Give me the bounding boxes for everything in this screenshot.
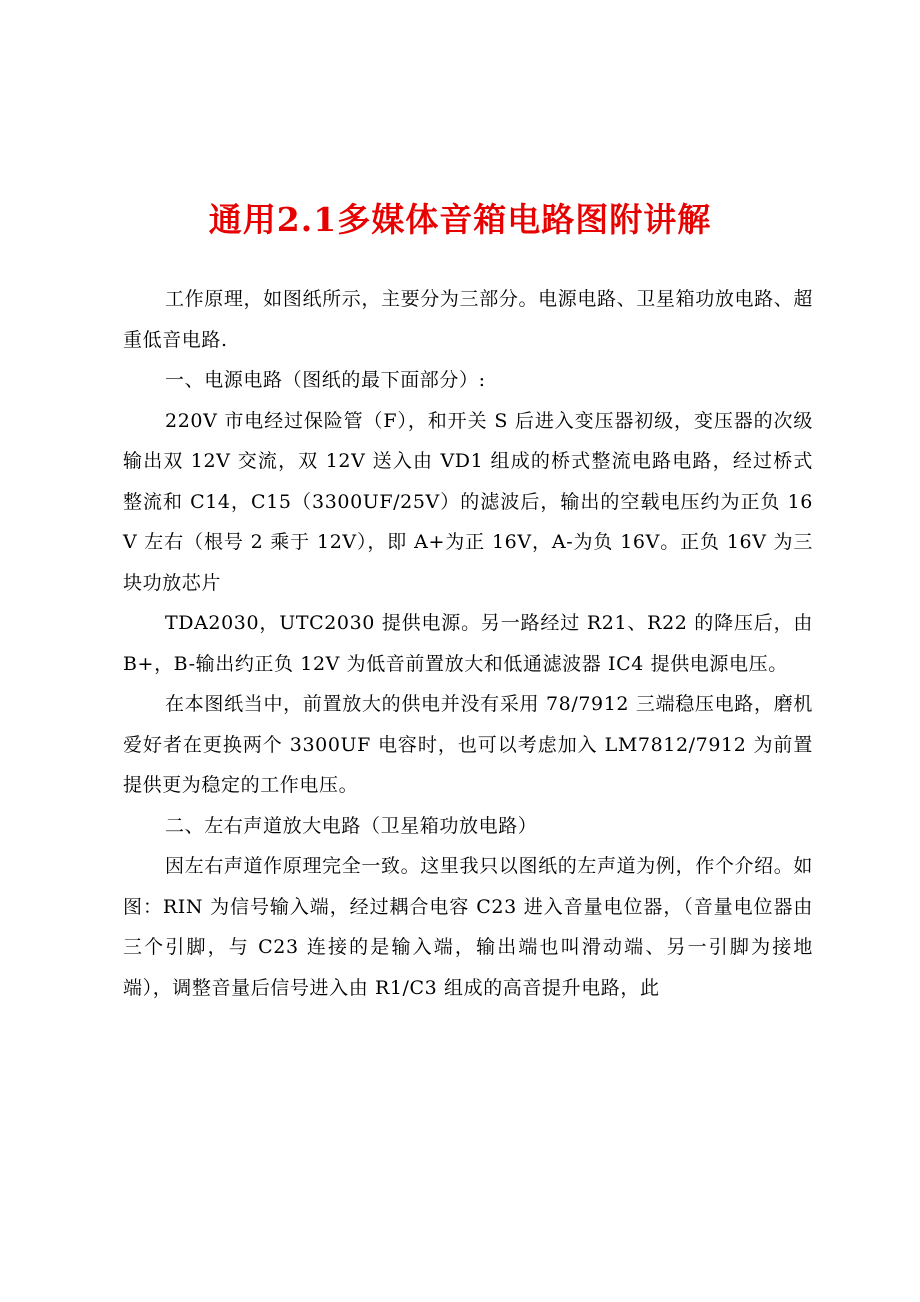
paragraph-power-1: 220V 市电经过保险管（F），和开关 S 后进入变压器初级，变压器的次级输出双 12V 交流，双 12V 送入由 VD1 组成的桥式整流电路电路，经过桥式整流和 C14，C15（3300UF/25V）的滤波后，输出的空载电压约为正负 16V 左右（根号 2 乘于 12V），即 A+为正 16V，A-为负 16V。正负 16V 为三块功放芯片 xyxy=(123,409,813,594)
paragraph-power-2: TDA2030，UTC2030 提供电源。另一路经过 R21、R22 的降压后，由 B+，B-输出约正负 12V 为低音前置放大和低通滤波器 IC4 提供电源电压。 xyxy=(123,612,813,675)
paragraph-amplifier-1: 因左右声道作原理完全一致。这里我只以图纸的左声道为例，作个介绍。如图：RIN 为信号输入端，经过耦合电容 C23 进入音量电位器，（音量电位器由三个引脚，与 C23 连接的是输入端，输出端也叫滑动端、另一引脚为接地端），调整音量后信号进入由 R1/C3 组成的高音提升电路，此 xyxy=(123,855,813,999)
section-heading-power: 一、电源电路（图纸的最下面部分）: xyxy=(165,369,486,391)
document-body xyxy=(123,279,813,1008)
paragraph-intro: 工作原理，如图纸所示，主要分为三部分。电源电路、卫星箱功放电路、超重低音电路. xyxy=(123,288,813,351)
section-heading-amplifier: 二、左右声道放大电路（卫星箱功放电路） xyxy=(165,814,538,837)
paragraph-power-3: 在本图纸当中，前置放大的供电并没有采用 78/7912 三端稳压电路，磨机爱好者在更换两个 3300UF 电容时，也可以考虑加入 LM7812/7912 为前置提供更为稳定的工作电压。 xyxy=(123,693,813,796)
document-title: 通用2.1多媒体音箱电路图附讲解 xyxy=(208,200,712,239)
